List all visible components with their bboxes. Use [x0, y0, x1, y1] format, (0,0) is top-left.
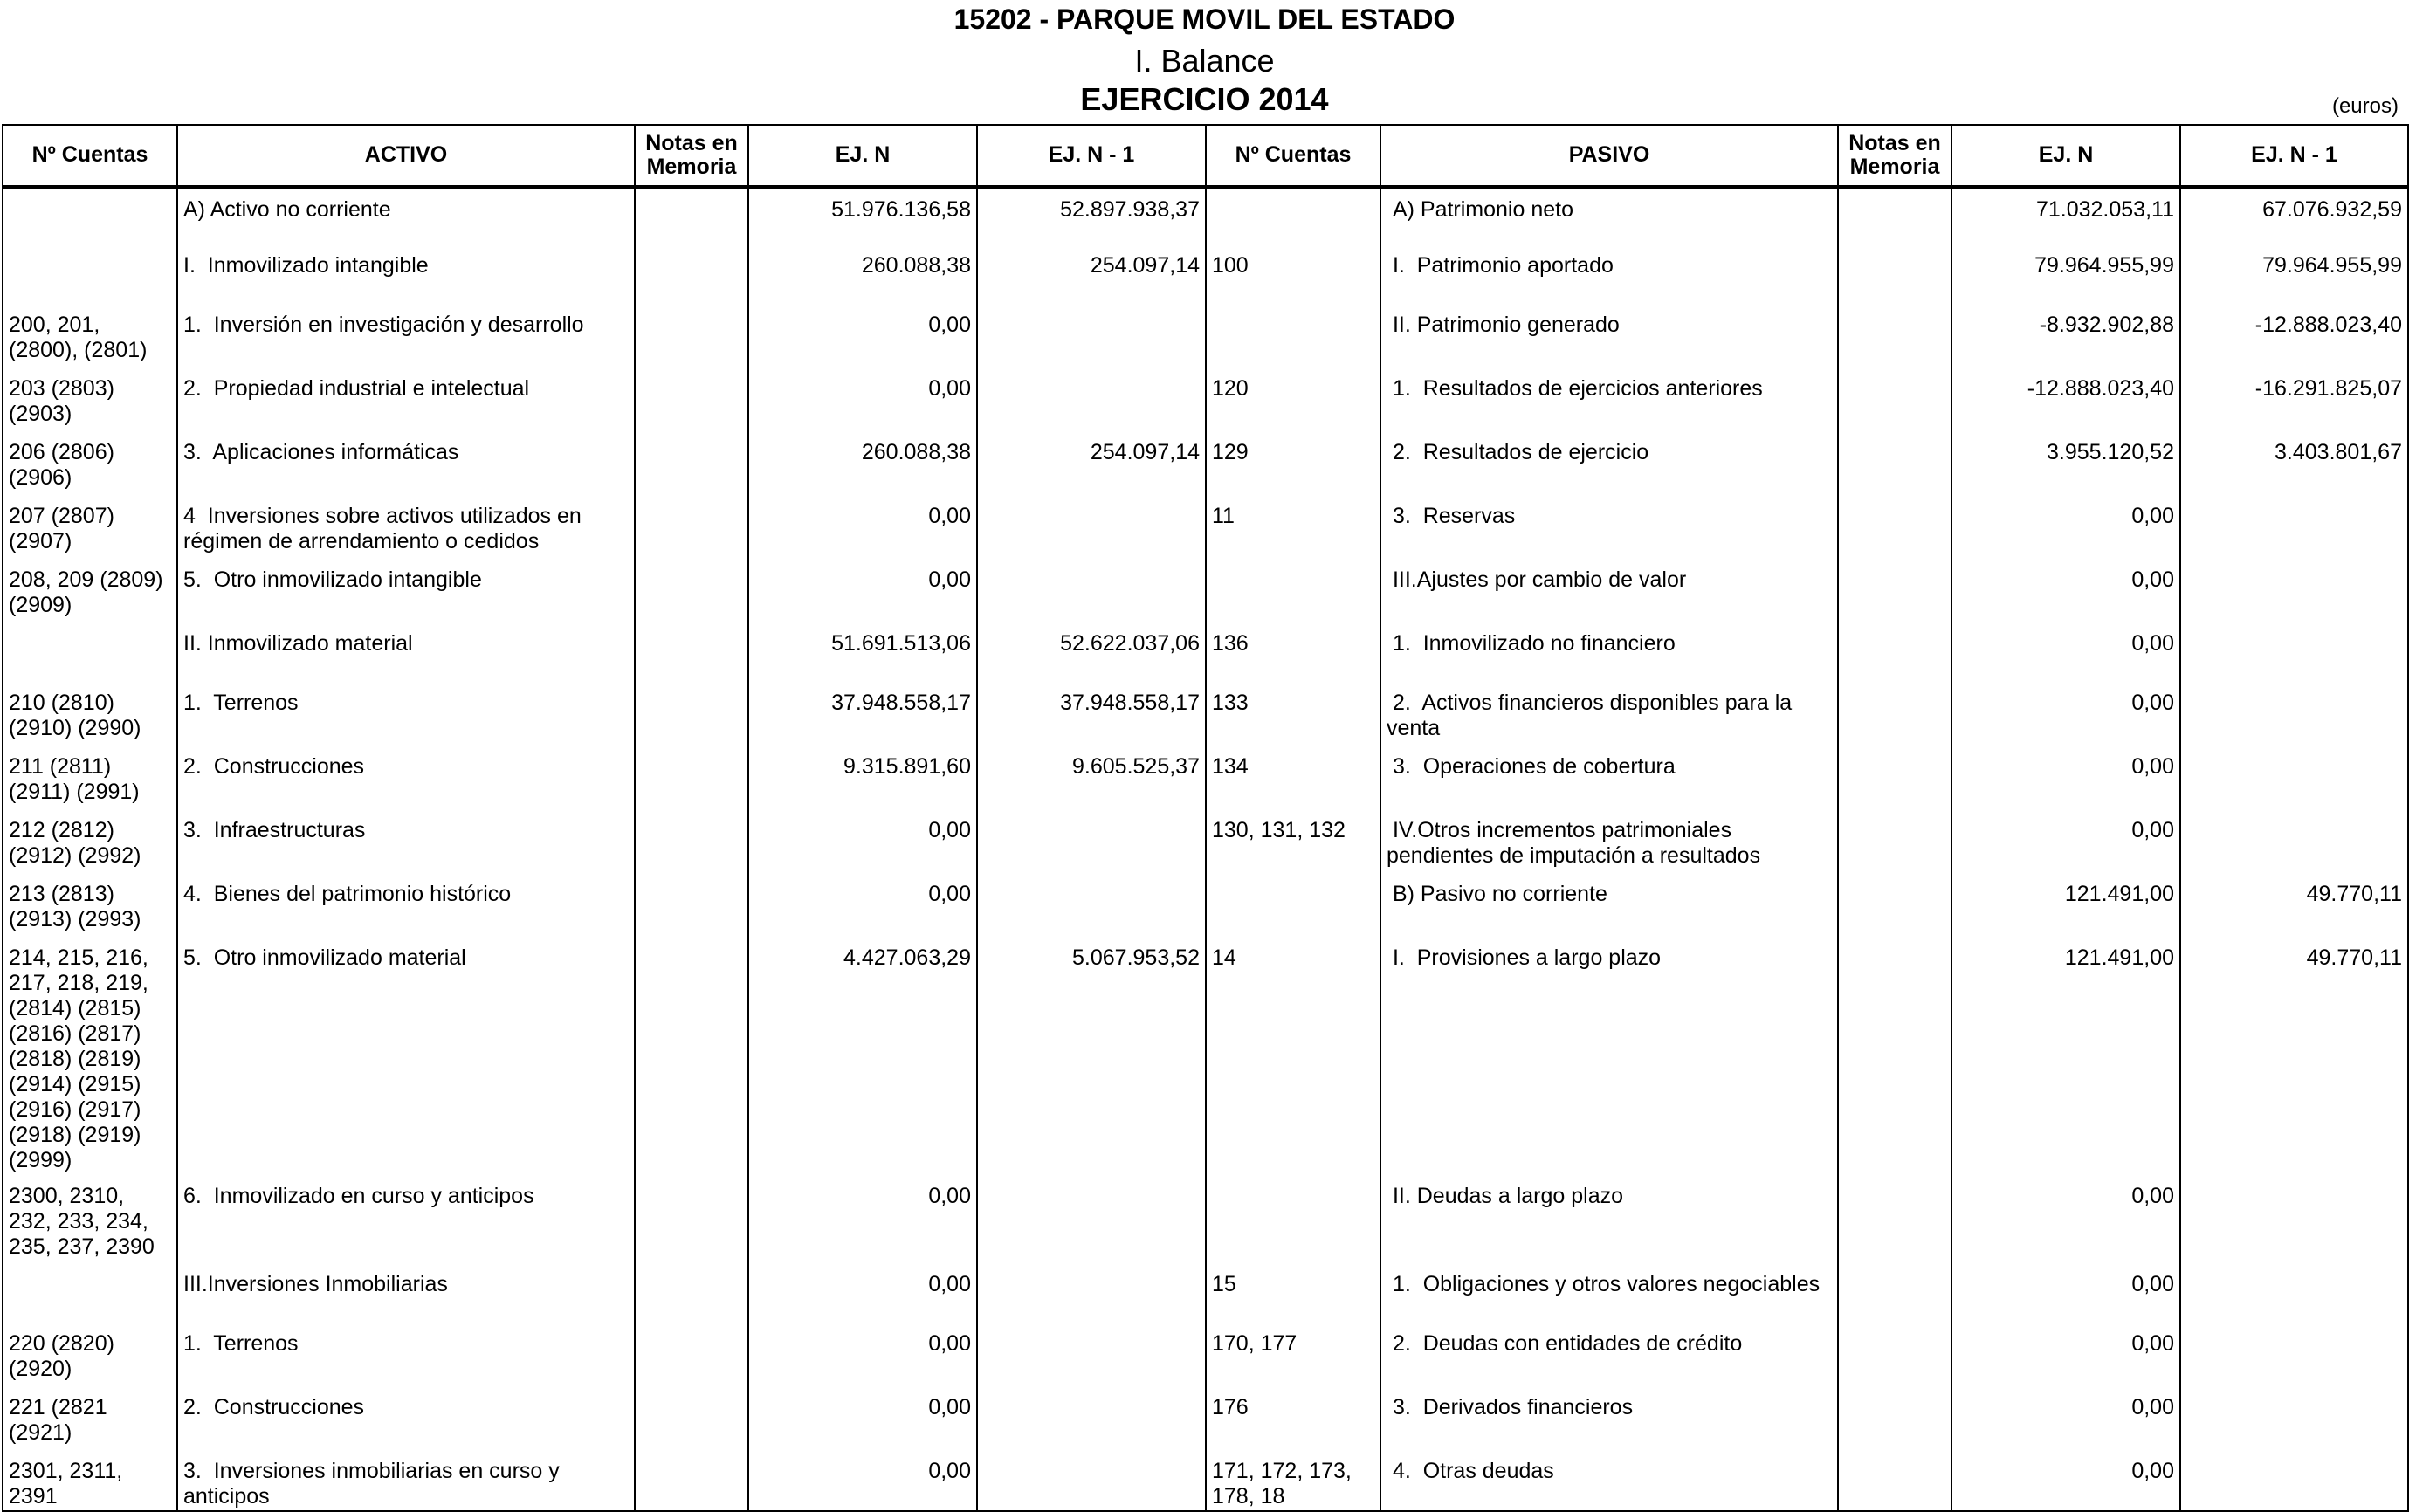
ejn-activo-cell: 0,00: [748, 1324, 977, 1388]
ejn1-activo-cell: [977, 306, 1206, 369]
ejn-activo-cell: 0,00: [748, 1265, 977, 1324]
table-row: [3, 306, 2408, 369]
ejn1-activo-cell: [977, 811, 1206, 875]
table-row: [3, 684, 2408, 747]
pasivo-desc-cell: 3. Derivados financieros: [1380, 1388, 1838, 1452]
ejn1-activo-cell: [977, 1177, 1206, 1265]
ejn-pasivo-cell: 121.491,00: [1951, 938, 2180, 1177]
ejn-pasivo-cell: 0,00: [1951, 1324, 2180, 1388]
notas-activo-cell: [635, 306, 748, 369]
cuentas-activo-cell: 213 (2813) (2913) (2993): [3, 875, 177, 938]
cuentas-pasivo-cell: 129: [1206, 433, 1380, 497]
ejn1-activo-cell: [977, 1324, 1206, 1388]
ejn1-activo-cell: [977, 1265, 1206, 1324]
cuentas-pasivo-cell: [1206, 875, 1380, 938]
ejn1-activo-cell: [977, 560, 1206, 624]
notas-activo-cell: [635, 433, 748, 497]
header-ejn1-pasivo: EJ. N - 1: [2180, 125, 2408, 187]
pasivo-desc-cell: B) Pasivo no corriente: [1380, 875, 1838, 938]
ejn1-activo-cell: [977, 1388, 1206, 1452]
pasivo-desc-cell: 2. Activos financieros disponibles para la venta: [1380, 684, 1838, 747]
notas-pasivo-cell: [1838, 497, 1951, 560]
ejn1-activo-cell: [977, 497, 1206, 560]
pasivo-desc-cell: 2. Deudas con entidades de crédito: [1380, 1324, 1838, 1388]
ejn-activo-cell: 0,00: [748, 875, 977, 938]
table-row: [3, 1177, 2408, 1265]
cuentas-activo-cell: 2301, 2311, 2391: [3, 1452, 177, 1511]
notas-activo-cell: [635, 747, 748, 811]
ejn-pasivo-cell: 121.491,00: [1951, 875, 2180, 938]
cuentas-pasivo-cell: 14: [1206, 938, 1380, 1177]
cuentas-activo-cell: 203 (2803) (2903): [3, 369, 177, 433]
activo-desc-cell: 2. Construcciones: [177, 747, 635, 811]
cuentas-activo-cell: 212 (2812) (2912) (2992): [3, 811, 177, 875]
cuentas-activo-cell: [3, 1265, 177, 1324]
cuentas-activo-cell: 214, 215, 216, 217, 218, 219, (2814) (2815) (2816) (2817) (2818) (2819) (2914) (2915) (2916) (2917) (2918) (2919) (2999): [3, 938, 177, 1177]
pasivo-desc-cell: I. Provisiones a largo plazo: [1380, 938, 1838, 1177]
ejn-pasivo-cell: 0,00: [1951, 811, 2180, 875]
ejn1-activo-cell: 5.067.953,52: [977, 938, 1206, 1177]
activo-desc-cell: 1. Terrenos: [177, 684, 635, 747]
notas-pasivo-cell: [1838, 1177, 1951, 1265]
cuentas-activo-cell: [3, 187, 177, 246]
activo-desc-cell: 3. Aplicaciones informáticas: [177, 433, 635, 497]
notas-activo-cell: [635, 1452, 748, 1511]
ejn-pasivo-cell: -12.888.023,40: [1951, 369, 2180, 433]
ejn-activo-cell: 9.315.891,60: [748, 747, 977, 811]
ejn1-pasivo-cell: [2180, 1324, 2408, 1388]
ejn-activo-cell: 0,00: [748, 560, 977, 624]
pasivo-desc-cell: A) Patrimonio neto: [1380, 187, 1838, 246]
table-row: [3, 187, 2408, 246]
ejn-activo-cell: 0,00: [748, 306, 977, 369]
table-row: [3, 624, 2408, 684]
table-row: [3, 1388, 2408, 1452]
cuentas-activo-cell: 200, 201, (2800), (2801): [3, 306, 177, 369]
ejn-pasivo-cell: 0,00: [1951, 747, 2180, 811]
notas-pasivo-cell: [1838, 811, 1951, 875]
pasivo-desc-cell: 1. Inmovilizado no financiero: [1380, 624, 1838, 684]
cuentas-activo-cell: 211 (2811) (2911) (2991): [3, 747, 177, 811]
ejn1-pasivo-cell: [2180, 1452, 2408, 1511]
ejn-pasivo-cell: 0,00: [1951, 560, 2180, 624]
ejn1-pasivo-cell: 3.403.801,67: [2180, 433, 2408, 497]
table-row: [3, 433, 2408, 497]
activo-desc-cell: 5. Otro inmovilizado material: [177, 938, 635, 1177]
activo-desc-cell: 3. Inversiones inmobiliarias en curso y anticipos: [177, 1452, 635, 1511]
ejn-pasivo-cell: 0,00: [1951, 624, 2180, 684]
notas-pasivo-cell: [1838, 306, 1951, 369]
header-ejn-pasivo: EJ. N: [1951, 125, 2180, 187]
header-ejn1-activo: EJ. N - 1: [977, 125, 1206, 187]
notas-activo-cell: [635, 1177, 748, 1265]
notas-activo-cell: [635, 1324, 748, 1388]
cuentas-pasivo-cell: 133: [1206, 684, 1380, 747]
notas-pasivo-cell: [1838, 938, 1951, 1177]
ejn1-pasivo-cell: -12.888.023,40: [2180, 306, 2408, 369]
notas-pasivo-cell: [1838, 1265, 1951, 1324]
cuentas-pasivo-cell: 136: [1206, 624, 1380, 684]
cuentas-pasivo-cell: 171, 172, 173, 178, 18: [1206, 1452, 1380, 1511]
pasivo-desc-cell: 3. Reservas: [1380, 497, 1838, 560]
header-ejn-activo: EJ. N: [748, 125, 977, 187]
notas-pasivo-cell: [1838, 1452, 1951, 1511]
activo-desc-cell: 1. Terrenos: [177, 1324, 635, 1388]
cuentas-pasivo-cell: 15: [1206, 1265, 1380, 1324]
units-label: (euros): [2331, 94, 2399, 118]
ejn-activo-cell: 0,00: [748, 497, 977, 560]
ejn-pasivo-cell: 0,00: [1951, 1452, 2180, 1511]
ejn-pasivo-cell: 0,00: [1951, 684, 2180, 747]
ejn1-activo-cell: 52.622.037,06: [977, 624, 1206, 684]
ejn-activo-cell: 0,00: [748, 1388, 977, 1452]
notas-activo-cell: [635, 187, 748, 246]
activo-desc-cell: 4 Inversiones sobre activos utilizados en régimen de arrendamiento o cedidos: [177, 497, 635, 560]
notas-activo-cell: [635, 1265, 748, 1324]
ejn1-activo-cell: 254.097,14: [977, 246, 1206, 306]
notas-pasivo-cell: [1838, 1324, 1951, 1388]
notas-pasivo-cell: [1838, 560, 1951, 624]
entity-title: 15202 - PARQUE MOVIL DEL ESTADO: [953, 3, 1456, 35]
activo-desc-cell: II. Inmovilizado material: [177, 624, 635, 684]
ejn-pasivo-cell: 0,00: [1951, 1265, 2180, 1324]
notas-activo-cell: [635, 246, 748, 306]
cuentas-pasivo-cell: [1206, 306, 1380, 369]
table-row: [3, 1265, 2408, 1324]
pasivo-desc-cell: II. Deudas a largo plazo: [1380, 1177, 1838, 1265]
table-row: [3, 1452, 2408, 1511]
ejn1-pasivo-cell: [2180, 497, 2408, 560]
ejn-activo-cell: 4.427.063,29: [748, 938, 977, 1177]
ejn1-pasivo-cell: [2180, 747, 2408, 811]
ejn-pasivo-cell: 79.964.955,99: [1951, 246, 2180, 306]
notas-pasivo-cell: [1838, 369, 1951, 433]
notas-activo-cell: [635, 560, 748, 624]
ejn-activo-cell: 37.948.558,17: [748, 684, 977, 747]
table-row: [3, 747, 2408, 811]
pasivo-desc-cell: 4. Otras deudas: [1380, 1452, 1838, 1511]
notas-activo-cell: [635, 497, 748, 560]
header-notas-pasivo: Notas en Memoria: [1838, 125, 1951, 187]
ejn-activo-cell: 260.088,38: [748, 433, 977, 497]
notas-pasivo-cell: [1838, 187, 1951, 246]
header-cuentas-activo: Nº Cuentas: [3, 125, 177, 187]
table-row: [3, 938, 2408, 1177]
ejn-pasivo-cell: 0,00: [1951, 1177, 2180, 1265]
ejn1-activo-cell: 9.605.525,37: [977, 747, 1206, 811]
cuentas-activo-cell: 221 (2821 (2921): [3, 1388, 177, 1452]
ejn1-pasivo-cell: 49.770,11: [2180, 938, 2408, 1177]
table-row: [3, 1324, 2408, 1388]
ejn1-pasivo-cell: [2180, 684, 2408, 747]
header-cuentas-pasivo: Nº Cuentas: [1206, 125, 1380, 187]
ejn1-pasivo-cell: 79.964.955,99: [2180, 246, 2408, 306]
ejn-pasivo-cell: -8.932.902,88: [1951, 306, 2180, 369]
header-pasivo: PASIVO: [1380, 125, 1838, 187]
period-title: EJERCICIO 2014: [1080, 81, 1329, 117]
notas-pasivo-cell: [1838, 624, 1951, 684]
notas-activo-cell: [635, 369, 748, 433]
cuentas-activo-cell: [3, 624, 177, 684]
table-row: [3, 875, 2408, 938]
pasivo-desc-cell: II. Patrimonio generado: [1380, 306, 1838, 369]
cuentas-pasivo-cell: 176: [1206, 1388, 1380, 1452]
ejn-activo-cell: 51.976.136,58: [748, 187, 977, 246]
cuentas-activo-cell: 206 (2806) (2906): [3, 433, 177, 497]
table-header: [3, 125, 2408, 187]
ejn1-pasivo-cell: [2180, 624, 2408, 684]
ejn1-activo-cell: [977, 1452, 1206, 1511]
table-row: [3, 246, 2408, 306]
ejn-pasivo-cell: 3.955.120,52: [1951, 433, 2180, 497]
cuentas-activo-cell: 208, 209 (2809) (2909): [3, 560, 177, 624]
ejn1-activo-cell: 254.097,14: [977, 433, 1206, 497]
notas-pasivo-cell: [1838, 433, 1951, 497]
activo-desc-cell: 4. Bienes del patrimonio histórico: [177, 875, 635, 938]
activo-desc-cell: 2. Propiedad industrial e intelectual: [177, 369, 635, 433]
notas-pasivo-cell: [1838, 1388, 1951, 1452]
table-body: [3, 187, 2408, 1511]
pasivo-desc-cell: III.Ajustes por cambio de valor: [1380, 560, 1838, 624]
pasivo-desc-cell: I. Patrimonio aportado: [1380, 246, 1838, 306]
activo-desc-cell: A) Activo no corriente: [177, 187, 635, 246]
ejn-pasivo-cell: 0,00: [1951, 497, 2180, 560]
notas-pasivo-cell: [1838, 747, 1951, 811]
cuentas-pasivo-cell: 100: [1206, 246, 1380, 306]
ejn-pasivo-cell: 71.032.053,11: [1951, 187, 2180, 246]
cuentas-pasivo-cell: 120: [1206, 369, 1380, 433]
ejn-pasivo-cell: 0,00: [1951, 1388, 2180, 1452]
cuentas-pasivo-cell: [1206, 187, 1380, 246]
ejn1-pasivo-cell: -16.291.825,07: [2180, 369, 2408, 433]
pasivo-desc-cell: IV.Otros incrementos patrimoniales pendientes de imputación a resultados: [1380, 811, 1838, 875]
activo-desc-cell: 3. Infraestructuras: [177, 811, 635, 875]
header-activo: ACTIVO: [177, 125, 635, 187]
pasivo-desc-cell: 3. Operaciones de cobertura: [1380, 747, 1838, 811]
ejn-activo-cell: 51.691.513,06: [748, 624, 977, 684]
header-notas-activo: Notas en Memoria: [635, 125, 748, 187]
pasivo-desc-cell: 2. Resultados de ejercicio: [1380, 433, 1838, 497]
activo-desc-cell: 6. Inmovilizado en curso y anticipos: [177, 1177, 635, 1265]
cuentas-activo-cell: 210 (2810) (2910) (2990): [3, 684, 177, 747]
notas-activo-cell: [635, 811, 748, 875]
cuentas-pasivo-cell: 11: [1206, 497, 1380, 560]
notas-pasivo-cell: [1838, 684, 1951, 747]
ejn1-pasivo-cell: [2180, 1265, 2408, 1324]
cuentas-pasivo-cell: 130, 131, 132: [1206, 811, 1380, 875]
ejn1-activo-cell: [977, 369, 1206, 433]
cuentas-activo-cell: 207 (2807) (2907): [3, 497, 177, 560]
activo-desc-cell: III.Inversiones Inmobiliarias: [177, 1265, 635, 1324]
ejn1-pasivo-cell: 49.770,11: [2180, 875, 2408, 938]
notas-pasivo-cell: [1838, 246, 1951, 306]
notas-pasivo-cell: [1838, 875, 1951, 938]
pasivo-desc-cell: 1. Resultados de ejercicios anteriores: [1380, 369, 1838, 433]
ejn1-pasivo-cell: [2180, 1177, 2408, 1265]
cuentas-activo-cell: 2300, 2310, 232, 233, 234, 235, 237, 2390: [3, 1177, 177, 1265]
cuentas-pasivo-cell: [1206, 560, 1380, 624]
table-row: [3, 811, 2408, 875]
activo-desc-cell: 2. Construcciones: [177, 1388, 635, 1452]
table-row: [3, 497, 2408, 560]
ejn-activo-cell: 0,00: [748, 1452, 977, 1511]
cuentas-pasivo-cell: 170, 177: [1206, 1324, 1380, 1388]
cuentas-activo-cell: [3, 246, 177, 306]
balance-table: [2, 124, 2409, 1512]
statement-title: I. Balance: [1134, 43, 1275, 79]
table-row: [3, 369, 2408, 433]
pasivo-desc-cell: 1. Obligaciones y otros valores negociables: [1380, 1265, 1838, 1324]
notas-activo-cell: [635, 1388, 748, 1452]
activo-desc-cell: 1. Inversión en investigación y desarrollo: [177, 306, 635, 369]
ejn1-pasivo-cell: [2180, 560, 2408, 624]
ejn1-pasivo-cell: [2180, 811, 2408, 875]
notas-activo-cell: [635, 875, 748, 938]
ejn1-activo-cell: 52.897.938,37: [977, 187, 1206, 246]
ejn-activo-cell: 0,00: [748, 1177, 977, 1265]
ejn-activo-cell: 0,00: [748, 811, 977, 875]
ejn1-activo-cell: 37.948.558,17: [977, 684, 1206, 747]
ejn1-pasivo-cell: [2180, 1388, 2408, 1452]
ejn1-activo-cell: [977, 875, 1206, 938]
activo-desc-cell: I. Inmovilizado intangible: [177, 246, 635, 306]
notas-activo-cell: [635, 938, 748, 1177]
ejn-activo-cell: 260.088,38: [748, 246, 977, 306]
cuentas-pasivo-cell: [1206, 1177, 1380, 1265]
activo-desc-cell: 5. Otro inmovilizado intangible: [177, 560, 635, 624]
notas-activo-cell: [635, 684, 748, 747]
ejn1-pasivo-cell: 67.076.932,59: [2180, 187, 2408, 246]
table-row: [3, 560, 2408, 624]
notas-activo-cell: [635, 624, 748, 684]
cuentas-pasivo-cell: 134: [1206, 747, 1380, 811]
ejn-activo-cell: 0,00: [748, 369, 977, 433]
cuentas-activo-cell: 220 (2820) (2920): [3, 1324, 177, 1388]
